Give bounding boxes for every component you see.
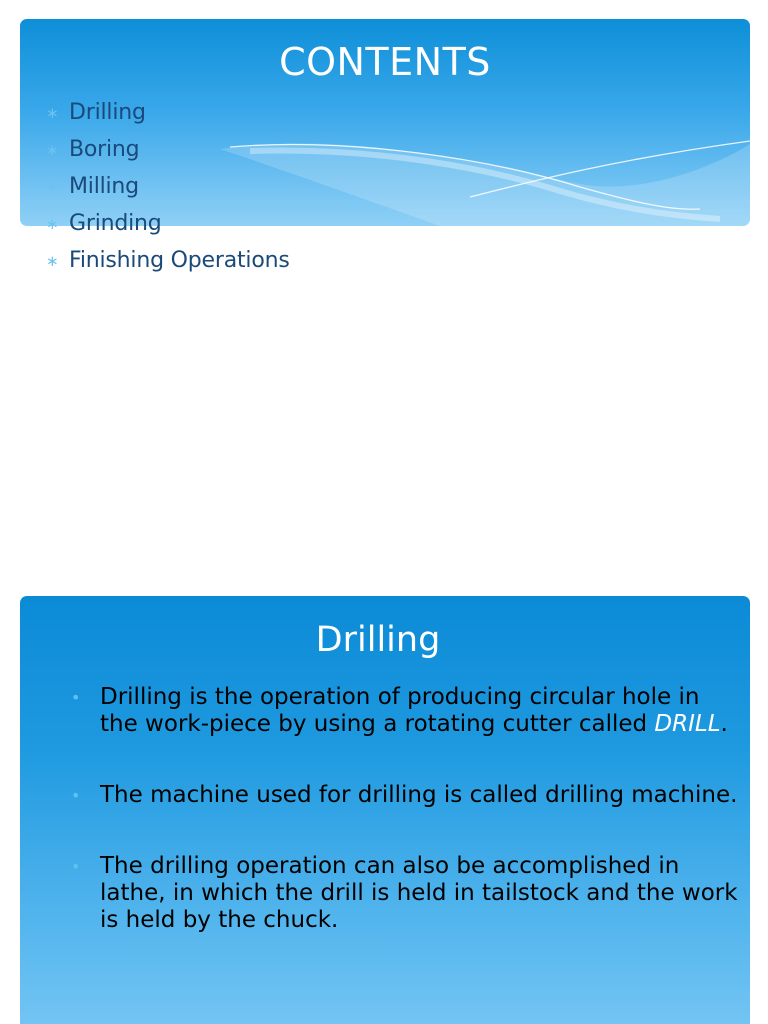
contents-item-label: Drilling <box>69 99 146 125</box>
contents-item-label: Milling <box>69 173 139 199</box>
dot-bullet-icon: • <box>71 786 81 805</box>
drilling-slide <box>20 596 750 1024</box>
drilling-point <box>71 684 741 738</box>
drilling-point-end: . <box>720 711 728 737</box>
star-bullet-icon: ∗ <box>46 214 59 233</box>
contents-list <box>46 94 290 279</box>
contents-item-label: Boring <box>69 136 140 162</box>
drilling-point-text: The drilling operation can also be accomplished in lathe, in which the drill is held in tailstock and the work is held by the chuck. <box>100 853 738 933</box>
contents-item-boring <box>46 131 290 168</box>
drilling-points-list <box>71 684 741 978</box>
drilling-point-text: The machine used for drilling is called drilling machine. <box>100 782 738 808</box>
contents-item-drilling <box>46 94 290 131</box>
drilling-point <box>71 782 741 809</box>
star-bullet-icon: ∗ <box>46 251 59 270</box>
dot-bullet-icon: • <box>71 688 81 707</box>
drill-term-emphasis: DRILL <box>654 711 721 737</box>
dot-bullet-icon: • <box>71 857 81 876</box>
contents-item-milling <box>46 168 290 205</box>
contents-item-label: Finishing Operations <box>69 247 290 273</box>
drilling-point <box>71 853 741 934</box>
drilling-slide-title: Drilling <box>315 620 441 660</box>
star-bullet-icon: ∗ <box>46 177 59 196</box>
contents-item-finishing-operations <box>46 242 290 279</box>
drilling-point-text: Drilling is the operation of producing circular hole in the work-piece by using a rotating cutter called <box>100 684 700 737</box>
contents-item-label: Grinding <box>69 210 162 236</box>
star-bullet-icon: ∗ <box>46 103 59 122</box>
star-bullet-icon: ∗ <box>46 140 59 159</box>
contents-item-grinding <box>46 205 290 242</box>
contents-title: CONTENTS <box>279 40 491 84</box>
